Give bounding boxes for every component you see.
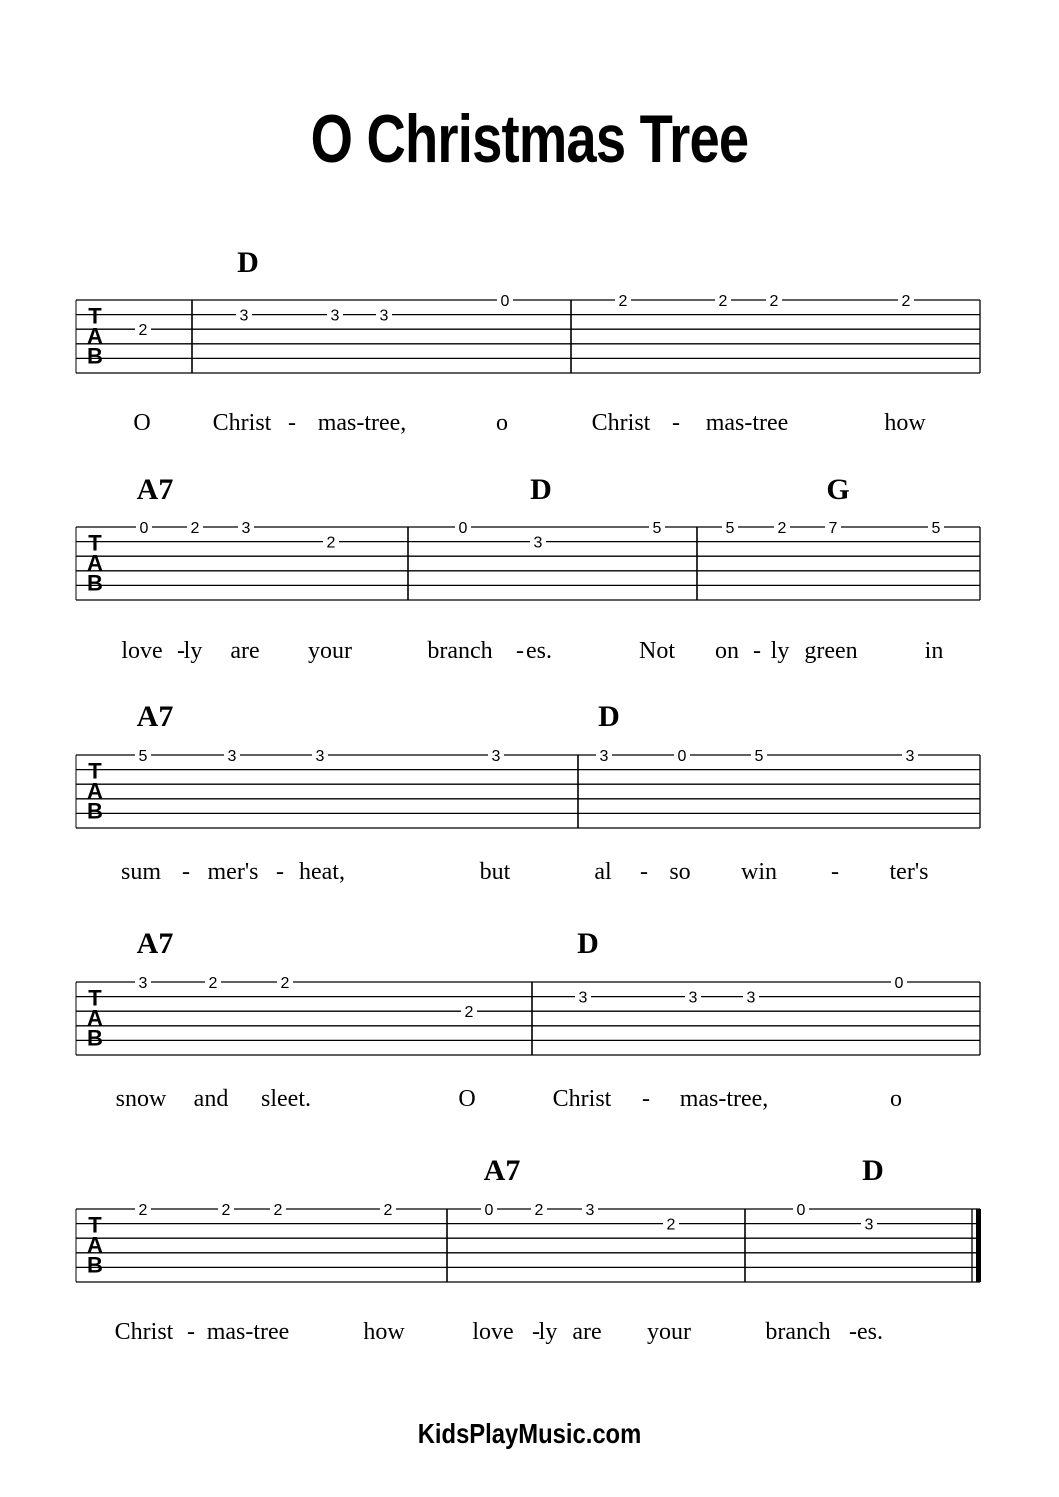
- lyric-syllable: -: [276, 859, 284, 885]
- lyric-syllable: ly: [538, 1319, 558, 1345]
- lyric-syllable: so: [669, 859, 691, 885]
- fret-number: 0: [894, 975, 904, 992]
- fret-number: 5: [725, 520, 735, 537]
- tab-clef-letter: A: [87, 550, 103, 576]
- fret-number: 3: [227, 748, 237, 765]
- fret-number: 3: [578, 989, 588, 1007]
- lyric-syllable: snow: [115, 1086, 167, 1112]
- fret-number: 2: [718, 293, 728, 310]
- fret-number: 2: [666, 1216, 676, 1234]
- lyric-syllable: -: [182, 859, 190, 885]
- lyric-syllable: and: [193, 1086, 229, 1112]
- fret-number: 3: [239, 307, 249, 325]
- fret-number: 5: [754, 748, 764, 765]
- tab-system: [76, 473, 980, 664]
- lyric-syllable: are: [572, 1319, 602, 1345]
- fret-number: 2: [383, 1202, 393, 1219]
- tab-clef-letter: T: [88, 985, 102, 1011]
- lyric-syllable: mas-tree,: [317, 410, 407, 436]
- tab-clef-letter: A: [87, 778, 103, 804]
- lyric-syllable: Christ: [552, 1086, 612, 1112]
- fret-number: 0: [458, 520, 468, 537]
- fret-number: 5: [652, 520, 662, 537]
- lyric-syllable: -: [516, 638, 524, 664]
- lyric-syllable: on: [715, 638, 739, 664]
- lyric-syllable: -: [672, 410, 680, 436]
- lyric-syllable: mer's: [207, 859, 259, 885]
- lyric-syllable: in: [924, 638, 944, 664]
- fret-number: 2: [326, 534, 336, 552]
- lyric-syllable: heat,: [299, 859, 345, 885]
- lyric-syllable: -: [177, 638, 185, 664]
- fret-number: 2: [464, 1004, 474, 1022]
- fret-number: 3: [599, 748, 609, 765]
- fret-number: 3: [746, 989, 756, 1007]
- fret-number: 2: [221, 1202, 231, 1219]
- lyric-syllable: ter's: [889, 859, 929, 885]
- lyric-syllable: but: [479, 859, 511, 885]
- lyric-syllable: Christ: [212, 410, 272, 436]
- lyric-syllable: -: [288, 410, 296, 436]
- fret-number: 2: [769, 293, 779, 310]
- tab-clef-letter: T: [88, 303, 102, 329]
- tab-clef-letter: T: [88, 1212, 102, 1238]
- lyric-syllable: mas-tree,: [679, 1086, 769, 1112]
- tab-system: [76, 1154, 981, 1345]
- lyric-syllable: ly: [183, 638, 203, 664]
- chord-symbol: A7: [136, 473, 174, 506]
- tab-system: [76, 246, 980, 436]
- fret-number: 5: [931, 520, 941, 537]
- fret-number: 3: [138, 975, 148, 992]
- fret-number: 0: [484, 1202, 494, 1219]
- fret-number: 3: [330, 307, 340, 325]
- fret-number: 0: [796, 1202, 806, 1219]
- fret-number: 2: [534, 1202, 544, 1219]
- song-title: O Christmas Tree: [310, 101, 749, 177]
- lyric-syllable: your: [647, 1319, 691, 1345]
- tab-clef-letter: B: [87, 1252, 103, 1278]
- chord-symbol: D: [598, 700, 620, 733]
- chord-symbol: D: [237, 246, 259, 279]
- fret-number: 5: [138, 748, 148, 765]
- lyric-syllable: -: [640, 859, 648, 885]
- site-footer: KidsPlayMusic.com: [417, 1418, 642, 1449]
- fret-number: 2: [138, 1202, 148, 1219]
- tab-clef-letter: B: [87, 798, 103, 824]
- tab-clef-letter: T: [88, 530, 102, 556]
- final-barline-thick: [976, 1209, 981, 1282]
- fret-number: 3: [315, 748, 325, 765]
- chord-symbol: D: [862, 1154, 884, 1187]
- fret-number: 0: [500, 293, 510, 310]
- tab-system: [76, 927, 980, 1112]
- fret-number: 2: [208, 975, 218, 992]
- lyric-syllable: es.: [526, 638, 552, 664]
- chord-symbol: A7: [136, 700, 174, 733]
- lyric-syllable: es.: [857, 1319, 883, 1345]
- lyric-syllable: are: [230, 638, 260, 664]
- lyric-syllable: love: [121, 638, 163, 664]
- tab-clef-letter: B: [87, 1025, 103, 1051]
- lyric-syllable: branch: [427, 638, 493, 664]
- lyric-syllable: ly: [770, 638, 790, 664]
- lyric-syllable: al: [594, 859, 612, 885]
- lyric-syllable: Not: [639, 638, 675, 664]
- lyric-syllable: -: [642, 1086, 650, 1112]
- tab-clef-letter: B: [87, 343, 103, 369]
- lyric-syllable: o: [496, 410, 508, 436]
- fret-number: 2: [777, 520, 787, 537]
- lyric-syllable: O: [133, 410, 151, 436]
- tab-system: [76, 700, 980, 885]
- fret-number: 2: [901, 293, 911, 310]
- lyric-syllable: mas-tree: [206, 1319, 290, 1345]
- fret-number: 7: [828, 520, 838, 537]
- lyric-syllable: -: [831, 859, 839, 885]
- lyric-syllable: sleet.: [261, 1086, 311, 1112]
- lyric-syllable: -: [753, 638, 761, 664]
- fret-number: 3: [905, 748, 915, 765]
- chord-symbol: G: [826, 473, 850, 506]
- lyric-syllable: sum: [120, 859, 162, 885]
- lyric-syllable: -: [187, 1319, 195, 1345]
- lyric-syllable: mas-tree: [705, 410, 789, 436]
- lyric-syllable: your: [308, 638, 352, 664]
- chord-symbol: A7: [483, 1154, 521, 1187]
- lyric-syllable: -: [532, 1319, 540, 1345]
- tab-clef-letter: A: [87, 1232, 103, 1258]
- fret-number: 0: [677, 748, 687, 765]
- fret-number: 3: [864, 1216, 874, 1234]
- lyric-syllable: o: [890, 1086, 902, 1112]
- fret-number: 2: [618, 293, 628, 310]
- lyric-syllable: Christ: [591, 410, 651, 436]
- fret-number: 2: [273, 1202, 283, 1219]
- tab-clef-letter: A: [87, 323, 103, 349]
- fret-number: 2: [280, 975, 290, 992]
- lyric-syllable: how: [363, 1319, 405, 1345]
- lyric-syllable: love: [472, 1319, 514, 1345]
- chord-symbol: D: [530, 473, 552, 506]
- fret-number: 2: [138, 322, 148, 340]
- fret-number: 0: [139, 520, 149, 537]
- lyric-syllable: O: [458, 1086, 476, 1112]
- fret-number: 3: [533, 534, 543, 552]
- lyric-syllable: Christ: [114, 1319, 174, 1345]
- fret-number: 3: [688, 989, 698, 1007]
- fret-number: 3: [379, 307, 389, 325]
- fret-number: 2: [190, 520, 200, 537]
- lyric-syllable: how: [884, 410, 926, 436]
- chord-symbol: A7: [136, 927, 174, 960]
- tab-clef-letter: T: [88, 758, 102, 784]
- lyric-syllable: win: [741, 859, 777, 885]
- tab-clef-letter: A: [87, 1005, 103, 1031]
- lyric-syllable: -: [849, 1319, 857, 1345]
- lyric-syllable: branch: [765, 1319, 831, 1345]
- fret-number: 3: [241, 520, 251, 537]
- fret-number: 3: [585, 1202, 595, 1219]
- fret-number: 3: [491, 748, 501, 765]
- tab-clef-letter: B: [87, 570, 103, 596]
- lyric-syllable: green: [804, 638, 858, 664]
- chord-symbol: D: [577, 927, 599, 960]
